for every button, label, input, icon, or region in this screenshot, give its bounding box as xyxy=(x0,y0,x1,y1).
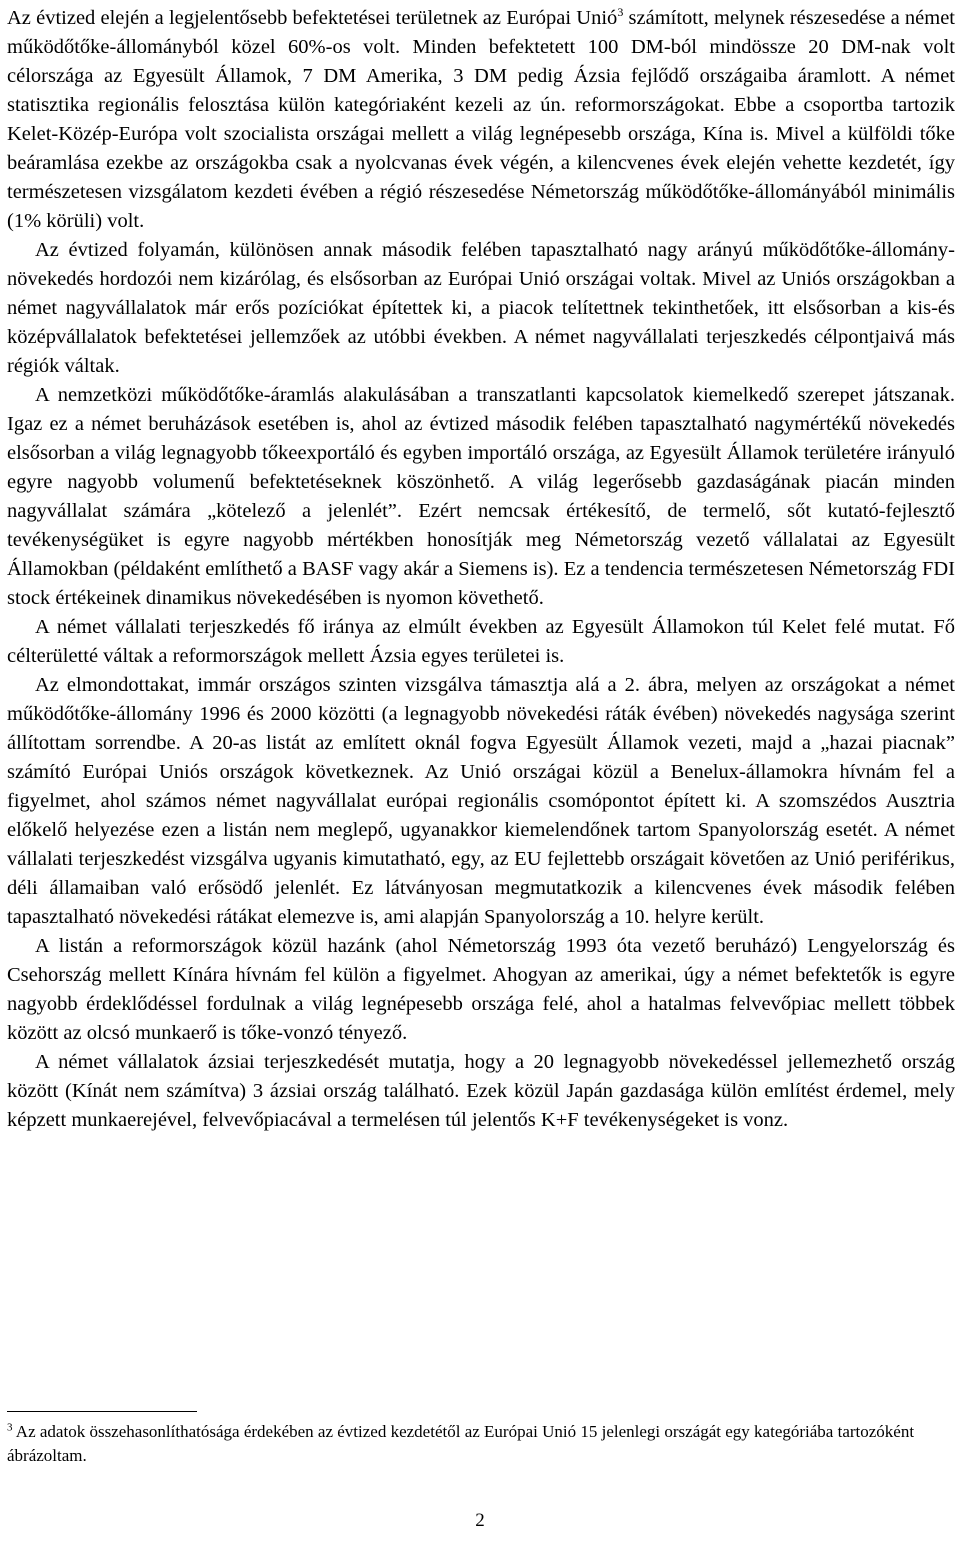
footnote-text: Az adatok összehasonlíthatósága érdekében az évtized kezdetétől az Európai Unió 15 jelenlegi országát egy kategóriába tartozóként ábrázoltam. xyxy=(7,1422,915,1465)
paragraph-7: A német vállalatok ázsiai terjeszkedését mutatja, hogy a 20 legnagyobb növekedéssel jellemezhető ország között (Kínát nem számítva) 3 ázsiai ország található. Ezek közül Japán gazdasága külön említést érdemel, mely képzett munkaerejével, felvevőpiacával a termelésen túl jelentős K+F tevékenységeket is vonz. xyxy=(7,1051,955,1131)
page-number: 2 xyxy=(475,1510,485,1531)
paragraph-5: Az elmondottakat, immár országos szinten vizsgálva támasztja alá a 2. ábra, melyen az országokat a német működőtőke-állomány 1996 és 2000 közötti (a legnagyobb növekedési ráták évében) növekedés nagysága szerint állítottam sorrendbe. A 20-as listát az említett oknál fogva Egyesült Államok vezeti, majd a „hazai piacnak” számító Európai Uniós országok következnek. Az Unió országai közül a Benelux-államokra hívnám fel a figyelmet, ahol számos német nagyvállalat európai regionális csomópontot épített ki. A szomszédos Ausztria előkelő helyezése ezen a listán nem meglepő, ugyanakkor kiemelendőnek tartom Spanyolország esetét. A német vállalati terjeszkedést vizsgálva ugyanis kimutatható, egy, az EU fejlettebb országait követően az Unió periférikus, déli államaiban való erősödő jelenlét. Ez látványosan megmutatkozik a kilencvenes évek második felében tapasztalható növekedési rátákat elemezve is, ami alapján Spanyolország a 10. helyre került. xyxy=(7,674,955,928)
footnote xyxy=(7,1420,937,1468)
paragraph-3: A nemzetközi működőtőke-áramlás alakulásában a transzatlanti kapcsolatok kiemelkedő szerepet játszanak. Igaz ez a német beruházások esetében is, ahol az évtized második felében tapasztalható nagymértékű növekedés elsősorban a világ legnagyobb tőkeexportáló és egyben importáló országa, az Egyesült Államok területére irányuló egyre nagyobb volumenű befektetéseknek köszönhető. A világ legerősebb gazdaságának piacán minden nagyvállalat számára „kötelező a jelenlét”. Ezért nemcsak értékesítő, de termelő, sőt kutató-fejlesztő tevékenységüket is egyre nagyobb mértékben honosítják meg Németország vezető vállalatai az Egyesült Államokban (példaként említhető a BASF vagy akár a Siemens is). Ez a tendencia természetesen Németország FDI stock értékeinek dinamikus növekedésében is nyomon követhető. xyxy=(7,384,955,609)
footnote-reference[interactable]: 3 xyxy=(617,5,624,20)
paragraph-6: A listán a reformországok közül hazánk (ahol Németország 1993 óta vezető beruházó) Lengyelország és Csehország mellett Kínára hívnám fel külön a figyelmet. Ahogyan az amerikai, úgy a német befektetők is egyre nagyobb érdeklődéssel fordulnak a világ legnépesebb országa felé, ahol a hatalmas felvevőpiac mellett többek között az olcsó munkaerő is tőke-vonzó tényező. xyxy=(7,935,955,1044)
document-body xyxy=(7,0,955,1135)
paragraph-2: Az évtized folyamán, különösen annak második felében tapasztalható nagy arányú működőtőke-állomány-növekedés hordozói nem kizárólag, és elsősorban az Európai Unió országai voltak. Mivel az Uniós országokban a német nagyvállalatok már erős pozíciókat építettek ki, a piacok telítettnek tekinthetőek, itt elsősorban a kis-és középvállalatok befektetései jellemzőek az utóbbi években. A német nagyvállalati terjeszkedés célpontjaivá más régiók váltak. xyxy=(7,239,955,377)
footnote-mark: 3 xyxy=(7,1421,13,1434)
paragraph-1-text-b: számított, melynek részesedése a német működőtőke-állományból közel 60%-os volt. Minden befektetett 100 DM-ból mindössze 20 DM-nak volt célországa az Egyesült Államok, 7 DM Amerika, 3 DM pedig Ázsia fejlődő országaiba áramlott. A német statisztika regionális felosztása külön kategóriaként kezeli az ún. reformországokat. Ebbe a csoportba tartozik Kelet-Közép-Európa volt szocialista országai mellett a világ legnépesebb országa, Kína is. Mivel a külföldi tőke beáramlása ezekbe az országokba csak a nyolcvanas évek végén, a kilencvenes évek elején vehette kezdetét, így természetesen vizsgálatom kezdeti évében a régió részesedése Németország működőtőke-állományából minimális (1% körüli) volt. xyxy=(7,7,955,232)
paragraph-4: A német vállalati terjeszkedés fő iránya az elmúlt években az Egyesült Államokon túl Kelet felé mutat. Fő célterületté váltak a reformországok mellett Ázsia egyes területei is. xyxy=(7,616,955,667)
paragraph-1-text-a: Az évtized elején a legjelentősebb befektetései területnek az Európai Unió xyxy=(7,7,618,29)
footnote-separator xyxy=(7,1411,197,1412)
paragraph-1 xyxy=(7,4,955,236)
